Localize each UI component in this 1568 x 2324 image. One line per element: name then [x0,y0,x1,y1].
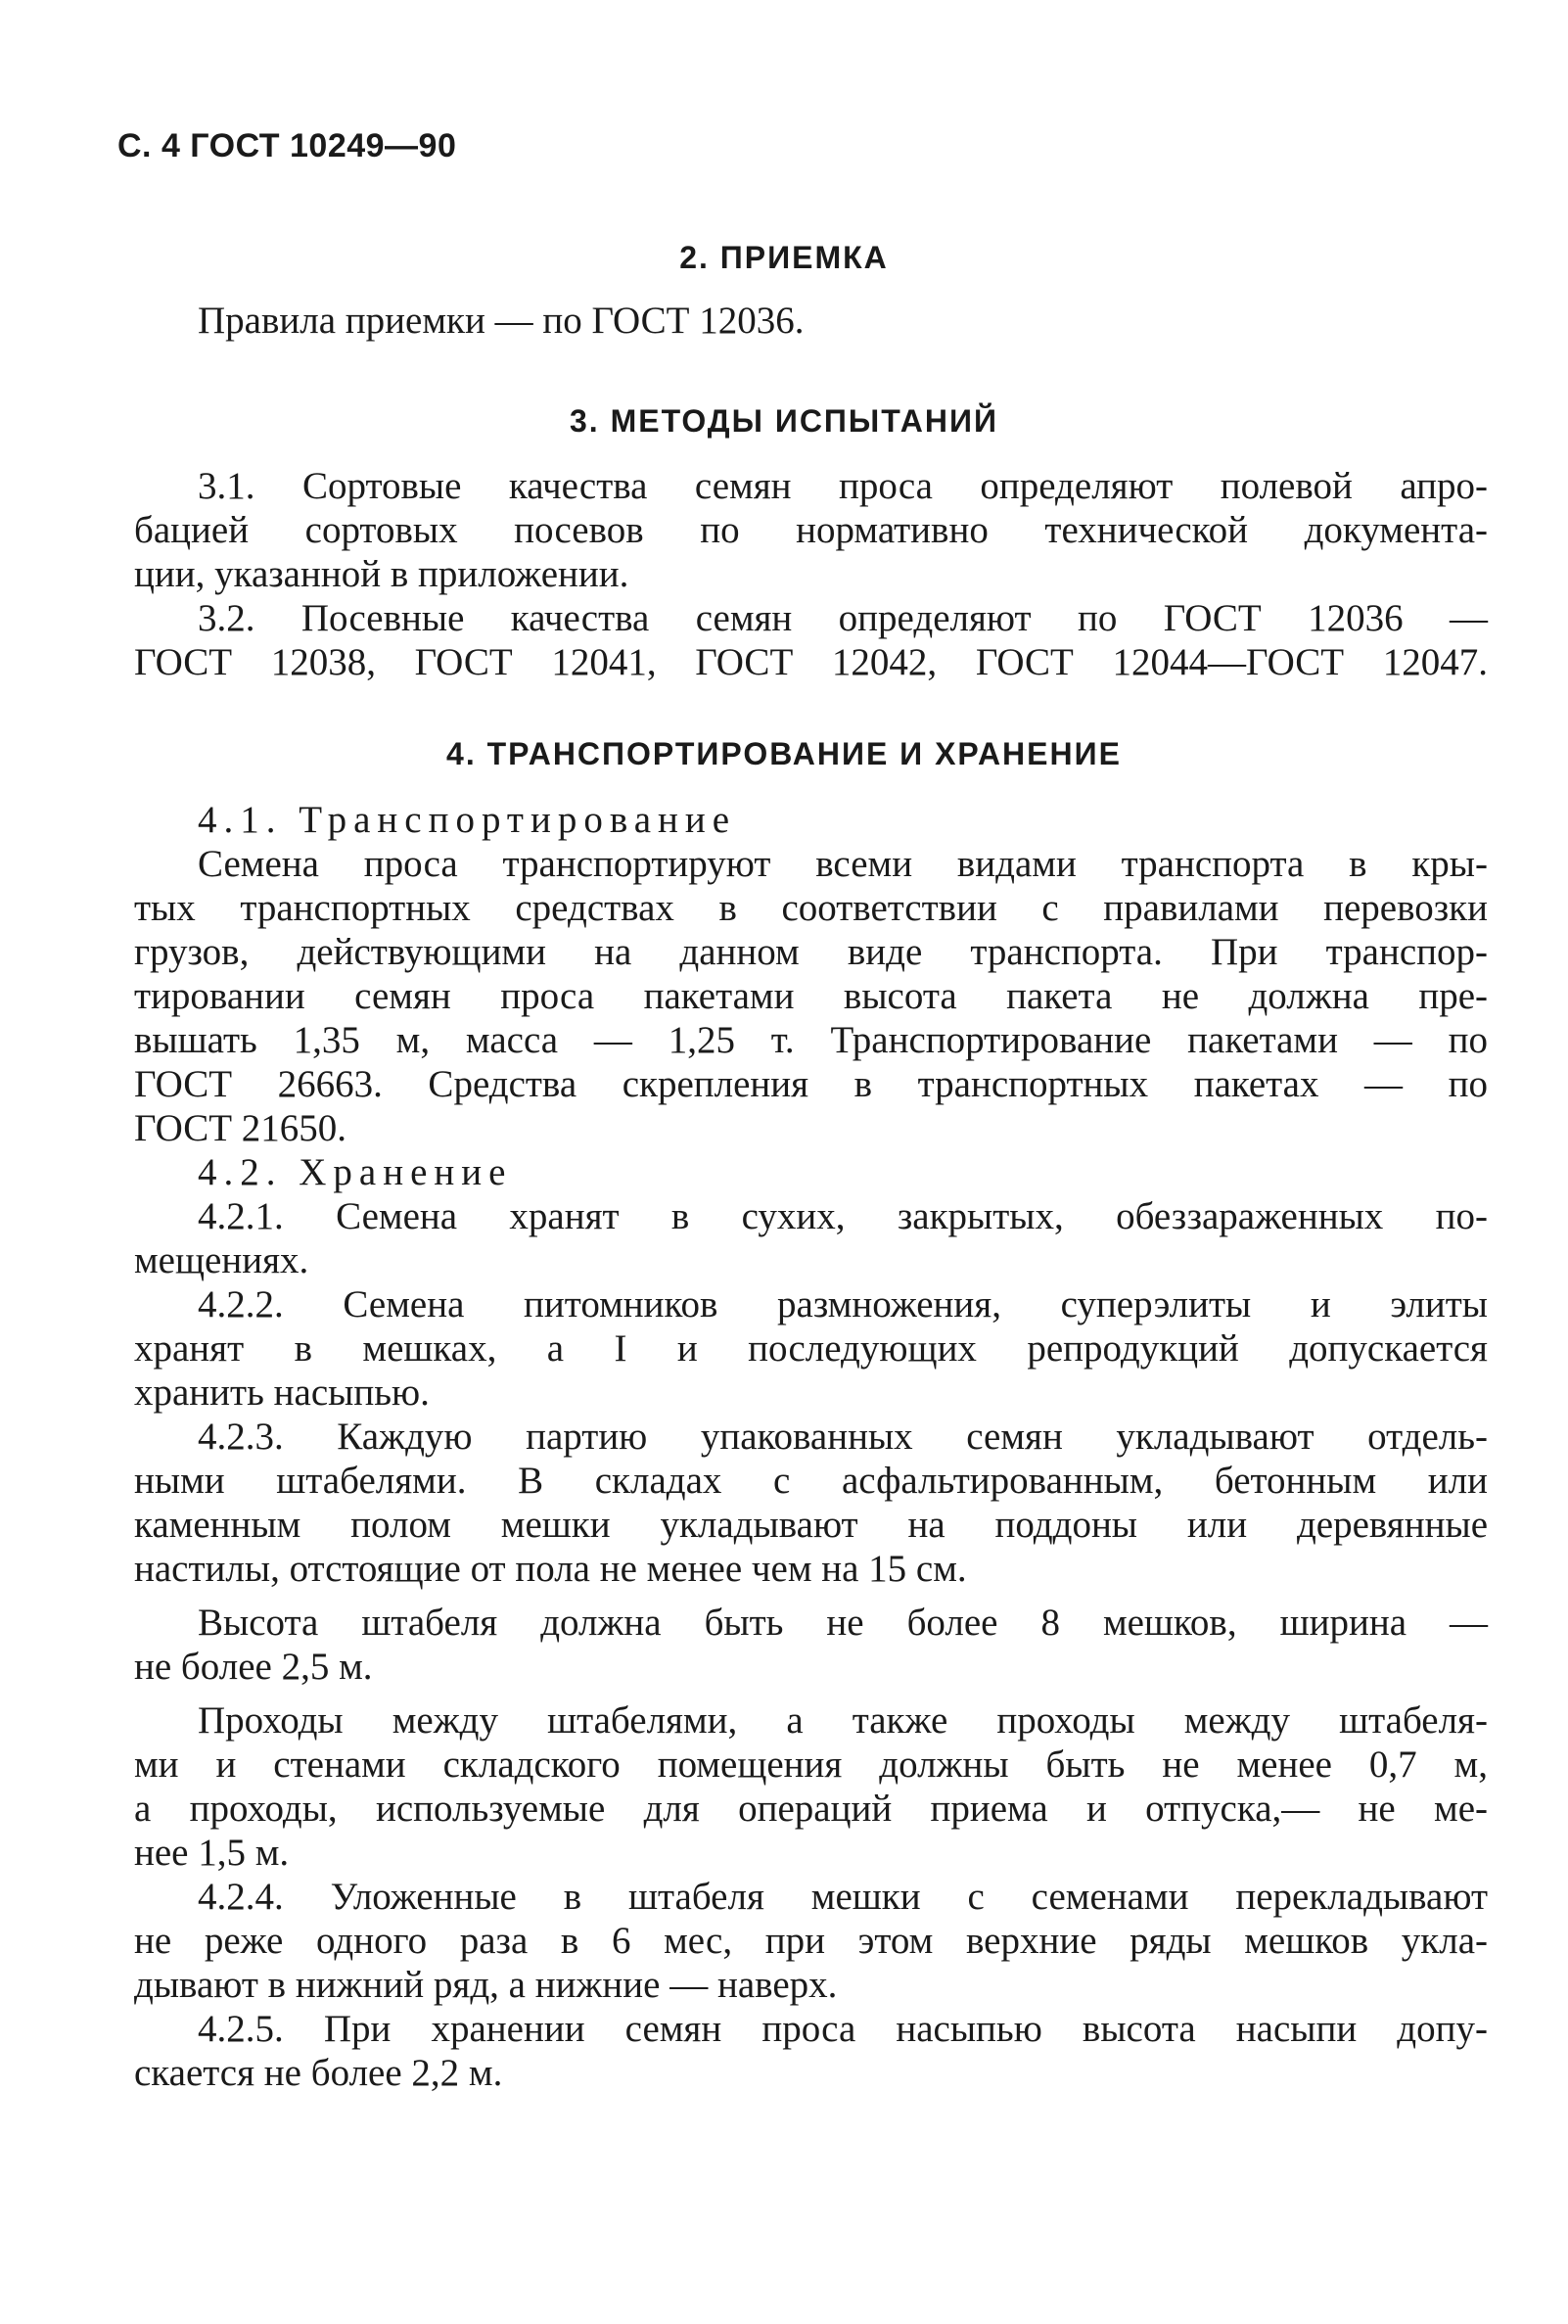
paragraph-4-2-3-passages [134,1698,1488,1875]
text-line: ми и стенами складского помещения должны быть не менее 0,7 м, [134,1743,1488,1786]
paragraph-4-2-3-height [134,1601,1488,1689]
paragraph-4-2-5 [134,2007,1488,2095]
section-4-title: 4. ТРАНСПОРТИРОВАНИЕ И ХРАНЕНИЕ [446,736,1122,771]
text-line: не реже одного раза в 6 мес, при этом верхние ряды мешков укла- [134,1920,1488,1962]
text-line: тировании семян проса пакетами высота пакета не должна пре- [134,975,1488,1017]
text-line: мещениях. [134,1239,309,1281]
text-line: Проходы между штабелями, а также проходы между штабеля- [198,1699,1488,1742]
text-line: 4.2.2. Семена питомников размножения, суперэлиты и элиты [198,1283,1488,1325]
text-line: скается не более 2,2 м. [134,2052,503,2094]
text-line: 3.2. Посевные качества семян определяют по ГОСТ 12036 — [198,597,1488,639]
section-4-body [134,798,1488,2095]
section-3-title: 3. МЕТОДЫ ИСПЫТАНИЙ [570,403,998,439]
paragraph-4-2-3 [134,1415,1488,1591]
text-line: Правила приемки — по ГОСТ 12036. [198,300,805,342]
text-line: Семена проса транспортируют всеми видами транспорта в кры- [198,843,1488,885]
text-line: хранят в мешках, а I и последующих репродукций допускается [134,1327,1488,1370]
text-line: 4.2.1. Семена хранят в сухих, закрытых, обеззараженных по- [198,1195,1488,1237]
text-line: настилы, отстоящие от пола не менее чем на 15 см. [134,1548,967,1590]
text-line: не более 2,5 м. [134,1646,373,1688]
text-line: ными штабелями. В складах с асфальтированным, бетонным или [134,1460,1488,1502]
subsection-4-2-title: 4.2. Хранение [198,1151,513,1193]
text-line: а проходы, используемые для операций приема и отпуска,— не ме- [134,1788,1488,1830]
section-2-title: 2. ПРИЕМКА [679,240,889,275]
section-2-body [134,299,1488,343]
paragraph-4-2-1 [134,1194,1488,1282]
subsection-4-1-title: 4.1. Транспортирование [198,799,737,841]
text-line: дывают в нижний ряд, а нижние — наверх. [134,1964,838,2006]
text-line: грузов, действующими на данном виде транспорта. При транспор- [134,931,1488,973]
text-line: 4.2.3. Каждую партию упакованных семян укладывают отдель- [198,1416,1488,1458]
paragraph-3-2 [134,596,1488,684]
paragraph-4-2-2 [134,1282,1488,1415]
page-header: С. 4 ГОСТ 10249—90 [117,127,457,164]
paragraph-4-1 [134,842,1488,1150]
text-line: вышать 1,35 м, масса — 1,25 т. Транспортирование пакетами — по [134,1019,1488,1061]
text-line: ГОСТ 21650. [134,1107,347,1149]
paragraph-3-1 [134,464,1488,596]
text-line: Высота штабеля должна быть не более 8 мешков, ширина — [198,1602,1488,1644]
text-line: 3.1. Сортовые качества семян проса определяют полевой апро- [198,465,1488,507]
paragraph-4-2-4 [134,1875,1488,2007]
text-line: ГОСТ 12038, ГОСТ 12041, ГОСТ 12042, ГОСТ 12044—ГОСТ 12047. [134,641,1488,683]
text-line: ции, указанной в приложении. [134,553,629,595]
text-line: ГОСТ 26663. Средства скрепления в транспортных пакетах — по [134,1063,1488,1105]
text-line: нее 1,5 м. [134,1832,290,1874]
text-line: каменным полом мешки укладывают на поддоны или деревянные [134,1504,1488,1546]
text-line: тых транспортных средствах в соответствии с правилами перевозки [134,887,1488,929]
text-line: 4.2.4. Уложенные в штабеля мешки с семенами перекладывают [198,1876,1488,1918]
section-3-body [134,464,1488,684]
text-line: 4.2.5. При хранении семян проса насыпью высота насыпи допу- [198,2008,1488,2050]
text-line: хранить насыпью. [134,1371,430,1414]
text-line: бацией сортовых посевов по нормативно технической документа- [134,509,1488,551]
